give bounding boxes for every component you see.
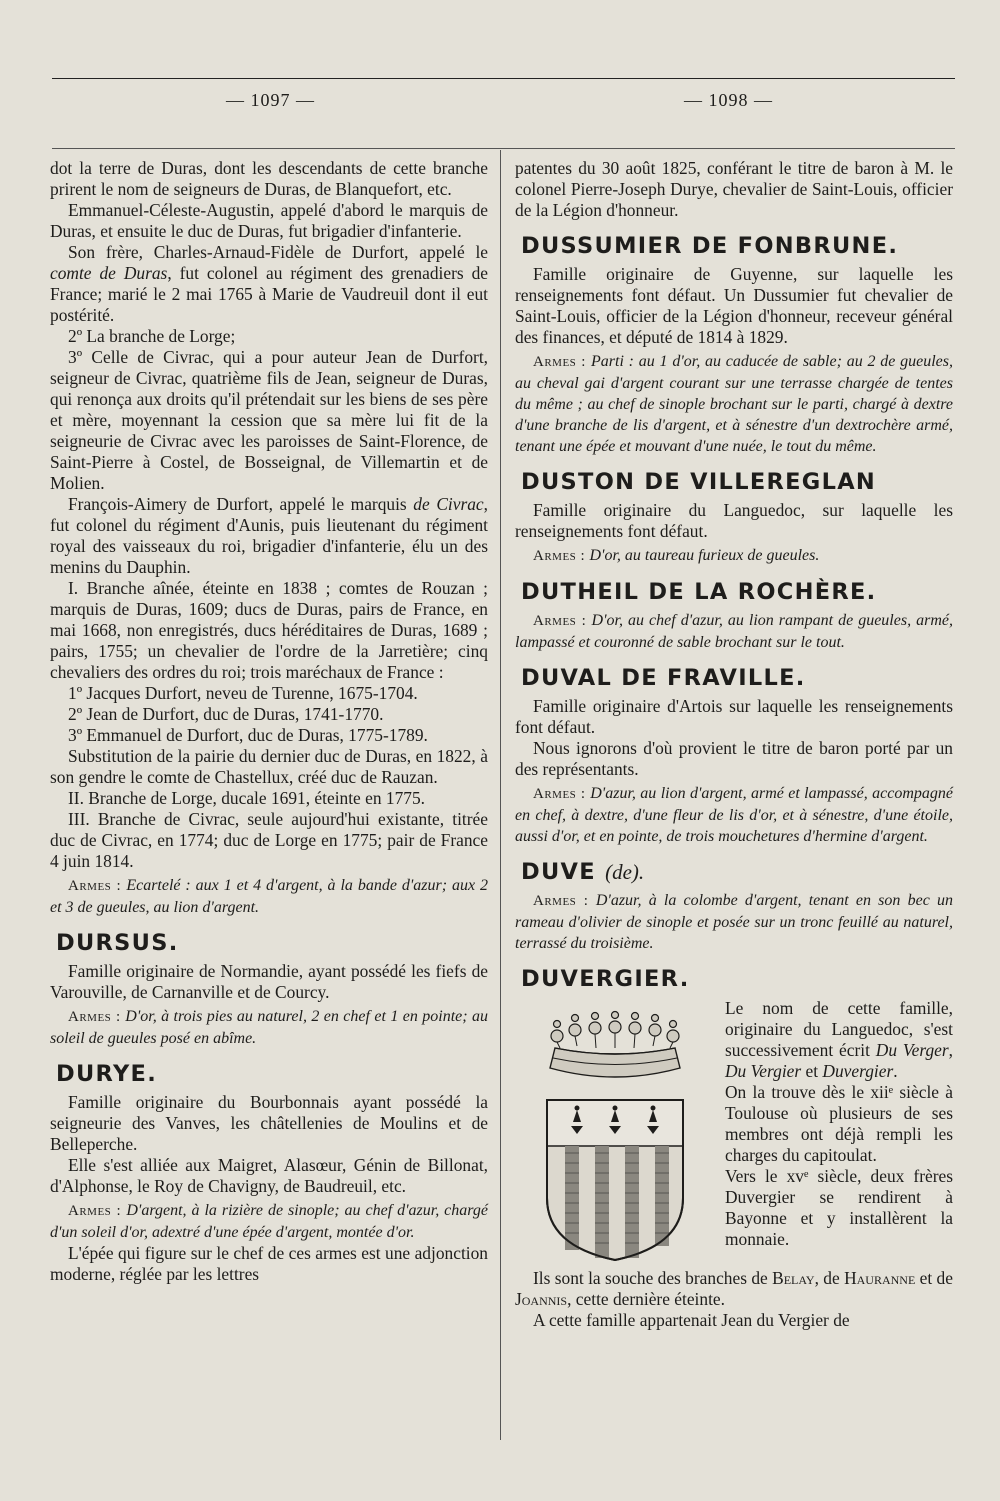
- paragraph: Nous ignorons d'où provient le titre de baron porté par un des représentants.: [515, 738, 953, 779]
- paragraph: Famille originaire du Languedoc, sur laquelle les renseignements font défaut.: [515, 500, 953, 541]
- paragraph: 3º Celle de Civrac, qui a pour auteur Jean de Durfort, seigneur de Civrac, quatrième fils de Jean, seigneur de Duras, qui renonça aux droits qu'il prétendait sur les biens de ses père et mère, moyennant la cession que sa mère lui fit de la seigneurie de Civrac avec les paroisses de Saint-Florence, de Saint-Pierre à Costel, de Bosseignal, de Villemartin et de Molien.: [50, 347, 488, 493]
- paragraph: Vers le xvᵉ siècle, deux frères Duvergier se rendirent à Bayonne et y installèrent la monnaie.: [725, 1166, 953, 1249]
- top-rule: [52, 78, 955, 79]
- crowned-shield-icon: [515, 1008, 715, 1263]
- paragraph: Le nom de cette famille, originaire du Languedoc, s'est successivement écrit Du Verger, Du Vergier et Duvergier.: [725, 998, 953, 1081]
- right-column: [515, 158, 953, 1331]
- paragraph: L'épée qui figure sur le chef de ces armes est une adjonction moderne, réglée par les lettres: [50, 1243, 488, 1284]
- paragraph: Famille originaire de Normandie, ayant possédé les fiefs de Varouville, de Carnanville et de Courcy.: [50, 961, 488, 1002]
- left-column: [50, 158, 488, 1285]
- paragraph: 3º Emmanuel de Durfort, duc de Duras, 1775-1789.: [68, 725, 428, 745]
- paragraph: Ils sont la souche des branches de Belay, de Hauranne et de Joannis, cette dernière éteinte.: [515, 1268, 953, 1309]
- paragraph: 2º La branche de Lorge;: [68, 326, 236, 346]
- paragraph: Substitution de la pairie du dernier duc de Duras, en 1822, à son gendre le comte de Chastellux, créé duc de Rauzan.: [50, 746, 488, 787]
- column-divider: [500, 150, 501, 1440]
- armes-entry: Armes : Ecartelé : aux 1 et 4 d'argent, à la bande d'azur; aux 2 et 3 de gueules, au lion d'argent.: [50, 877, 488, 916]
- paragraph: dot la terre de Duras, dont les descendants de cette branche prirent le nom de seigneurs de Duras, de Blanquefort, etc.: [50, 158, 488, 199]
- entry-heading-duval: DUVAL DE FRAVILLE.: [521, 665, 806, 691]
- paragraph: François-Aimery de Durfort, appelé le marquis de Civrac, fut colonel du régiment d'Aunis, puis lieutenant du régiment royal des vaisseaux du roi, brigadier d'infanterie, élu un des menins du Dauphin.: [50, 494, 489, 577]
- paragraph: I. Branche aînée, éteinte en 1838 ; comtes de Rouzan ; marquis de Duras, 1609; ducs de Duras, pairs de France, en mai 1668, non enregistrés, ducs héréditaires de Duras, 1689 ; pairs, 1755; un chevalier de l'ordre de la Jarretière; cinq chevaliers des ordres du roi; trois maréchaux de France :: [50, 578, 488, 682]
- left-page-number: — 1097 —: [226, 90, 315, 110]
- coat-of-arms-illustration: [515, 1008, 725, 1268]
- entry-heading-durye: DURYE.: [56, 1061, 158, 1087]
- entry-heading-duvergier: DUVERGIER.: [521, 966, 690, 992]
- entry-heading-duston: DUSTON DE VILLEREGLAN: [521, 469, 877, 495]
- duvergier-text: [725, 998, 953, 1250]
- armes-entry: Armes : D'azur, à la colombe d'argent, tenant en son bec un rameau d'olivier de sinople et posée sur un tronc feuillé au naturel, terrassé du troisième.: [515, 892, 953, 952]
- armes-entry: Armes : Parti : au 1 d'or, au caducée de sable; au 2 de gueules, au cheval gai d'argent courant sur une terrasse chargée de tentes du même ; au chef de sinople brochant sur le parti, chargé à dextre d'une branche de lis d'argent, et à sénestre d'un dextrochère armé, tenant une épée et mouvant d'une nuée, le tout du même.: [515, 353, 953, 455]
- paragraph: Son frère, Charles-Arnaud-Fidèle de Durfort, appelé le comte de Duras, fut colonel au régiment des grenadiers de France; marié le 2 mai 1765 à Marie de Vaudreuil dont il eut postérité.: [50, 242, 488, 325]
- paragraph: On la trouve dès le xiiᵉ siècle à Toulouse où plusieurs de ses membres ont déjà rempli les charges du capitoulat.: [725, 1082, 953, 1165]
- paragraph: Famille originaire de Guyenne, sur laquelle les renseignements font défaut. Un Dussumier fut chevalier de Saint-Louis, officier de la Légion d'honneur, receveur général des finances, et député de 1814 à 1829.: [515, 264, 953, 347]
- armes-entry: Armes : D'azur, au lion d'argent, armé et lampassé, accompagné en chef, à dextre, d'une fleur de lis d'or, et à sénestre, d'une étoile, aussi d'or, et en pointe, de trois mouchetures d'hermine d'argent.: [515, 785, 953, 845]
- paragraph: Elle s'est alliée aux Maigret, Alasœur, Génin de Billonat, d'Alphonse, le Roy de Chavigny, de Baudreuil, etc.: [50, 1155, 488, 1196]
- right-page-number: — 1098 —: [684, 90, 773, 110]
- paragraph: patentes du 30 août 1825, conférant le titre de baron à M. le colonel Pierre-Joseph Durye, chevalier de Saint-Louis, officier de la Légion d'honneur.: [515, 158, 953, 220]
- armes-entry: Armes : D'or, au taureau furieux de gueules.: [533, 547, 820, 564]
- paragraph: Famille originaire du Bourbonnais ayant possédé la seigneurie des Vanves, les châtellenies de Moulins et de Belleperche.: [50, 1092, 488, 1154]
- armes-entry: Armes : D'or, à trois pies au naturel, 2 en chef et 1 en pointe; au soleil de gueules posé en abîme.: [50, 1008, 488, 1047]
- armes-entry: Armes : D'or, au chef d'azur, au lion rampant de gueules, armé, lampassé et couronné de sable brochant sur le tout.: [515, 612, 953, 651]
- paragraph: Emmanuel-Céleste-Augustin, appelé d'abord le marquis de Duras, et ensuite le duc de Duras, fut brigadier d'infanterie.: [50, 200, 488, 241]
- paragraph: 1º Jacques Durfort, neveu de Turenne, 1675-1704.: [68, 683, 418, 703]
- paragraph: 2º Jean de Durfort, duc de Duras, 1741-1770.: [68, 704, 384, 724]
- entry-heading-dursus: DURSUS.: [56, 930, 179, 956]
- header-rule: [52, 148, 955, 149]
- duvergier-block: [515, 998, 953, 1268]
- paragraph: A cette famille appartenait Jean du Vergier de: [533, 1310, 850, 1330]
- armes-entry: Armes : D'argent, à la rizière de sinople; au chef d'azur, chargé d'un soleil d'or, adextré d'une épée d'argent, montée d'or.: [50, 1202, 488, 1241]
- entry-heading-duve: DUVE (de).: [521, 859, 645, 885]
- entry-heading-dussumier: DUSSUMIER DE FONBRUNE.: [521, 233, 899, 259]
- paragraph: Famille originaire d'Artois sur laquelle les renseignements font défaut.: [515, 696, 953, 737]
- paragraph: II. Branche de Lorge, ducale 1691, éteinte en 1775.: [68, 788, 426, 808]
- entry-heading-dutheil: DUTHEIL DE LA ROCHÈRE.: [521, 579, 877, 605]
- paragraph: III. Branche de Civrac, seule aujourd'hui existante, titrée duc de Civrac, en 1774; duc de Lorge en 1775; pair de France 4 juin 1814.: [50, 809, 488, 871]
